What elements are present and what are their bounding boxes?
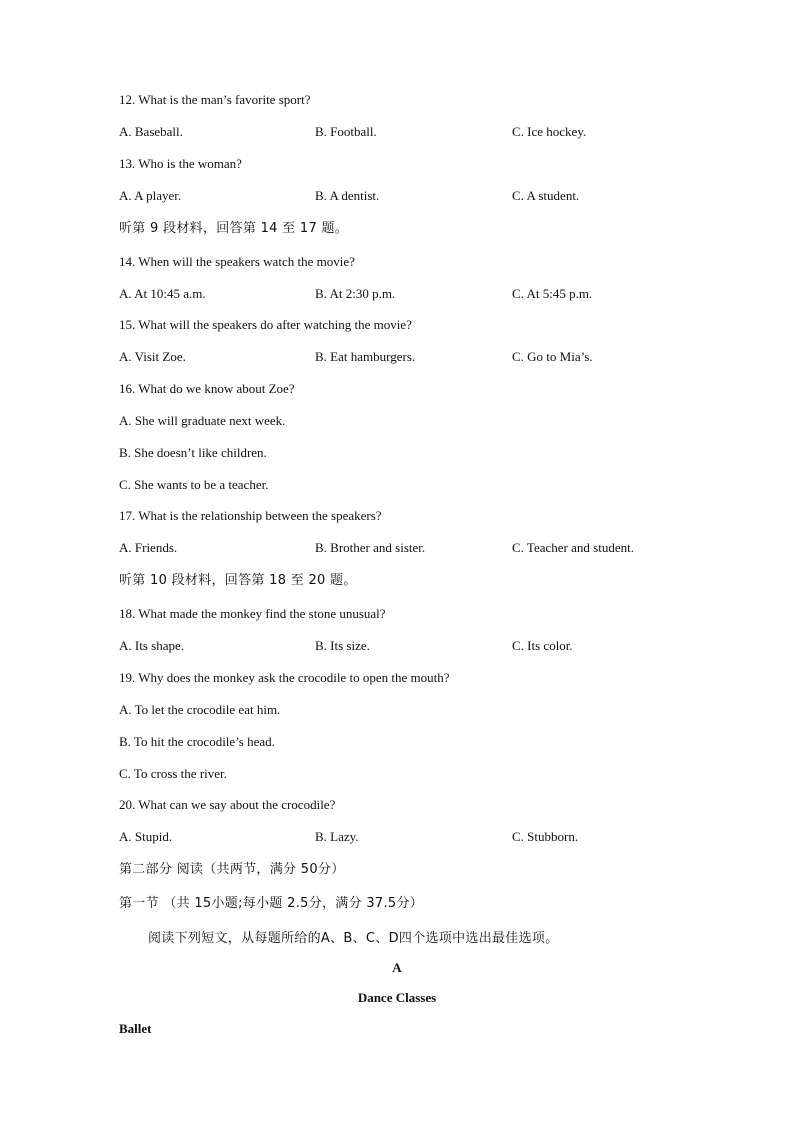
option-c: C. A student. [512,188,580,203]
option-a: A. A player. [119,188,182,203]
question-12: 12. What is the man’s favorite sport? [119,92,311,107]
options-18 [0,638,794,654]
option-b: B. She doesn’t like children. [119,445,267,460]
option-a: A. Friends. [119,540,178,555]
reading-instruction: 阅读下列短文，从每题所给的A、B、C、D四个选项中选出最佳选项。 [148,931,559,946]
option-c: C. Stubborn. [512,829,579,844]
section-9-instruction: 听第 9 段材料，回答第 14 至 17 题。 [119,221,349,236]
options-14 [0,286,794,302]
option-a: A. Baseball. [119,124,183,139]
option-c: C. Teacher and student. [512,540,634,555]
options-15 [0,349,794,365]
option-c: C. She wants to be a teacher. [119,477,269,492]
subheading-ballet: Ballet [119,1021,152,1036]
option-c: C. Ice hockey. [512,124,587,139]
option-a: A. Its shape. [119,638,184,653]
option-c: C. At 5:45 p.m. [512,286,593,301]
question-15: 15. What will the speakers do after watching the movie? [119,317,412,332]
option-b: B. To hit the crocodile’s head. [119,734,275,749]
option-a: A. To let the crocodile eat him. [119,702,281,717]
option-c: C. Its color. [512,638,573,653]
option-c: C. To cross the river. [119,766,227,781]
option-a: A. At 10:45 a.m. [119,286,206,301]
passage-title: Dance Classes [357,990,437,1005]
option-b: B. Brother and sister. [315,540,426,555]
question-13: 13. Who is the woman? [119,156,242,171]
passage-letter: A [392,960,402,975]
option-b: B. Lazy. [315,829,359,844]
section-1-heading: 第一节 （共 15小题;每小题 2.5分，满分 37.5分） [119,896,424,911]
options-20 [0,829,794,845]
option-b: B. At 2:30 p.m. [315,286,396,301]
question-19: 19. Why does the monkey ask the crocodile to open the mouth? [119,670,450,685]
question-17: 17. What is the relationship between the speakers? [119,508,382,523]
question-20: 20. What can we say about the crocodile? [119,797,336,812]
question-16: 16. What do we know about Zoe? [119,381,295,396]
section-10-instruction: 听第 10 段材料，回答第 18 至 20 题。 [119,573,357,588]
option-a: A. Visit Zoe. [119,349,186,364]
option-a: A. Stupid. [119,829,173,844]
question-18: 18. What made the monkey find the stone unusual? [119,606,386,621]
option-a: A. She will graduate next week. [119,413,286,428]
options-13 [0,188,794,204]
option-c: C. Go to Mia’s. [512,349,593,364]
question-14: 14. When will the speakers watch the movie? [119,254,355,269]
option-b: B. A dentist. [315,188,380,203]
options-17 [0,540,794,556]
part-2-heading: 第二部分 阅读（共两节，满分 50分） [119,862,345,877]
option-b: B. Football. [315,124,377,139]
option-b: B. Its size. [315,638,370,653]
option-b: B. Eat hamburgers. [315,349,416,364]
options-12 [0,124,794,140]
